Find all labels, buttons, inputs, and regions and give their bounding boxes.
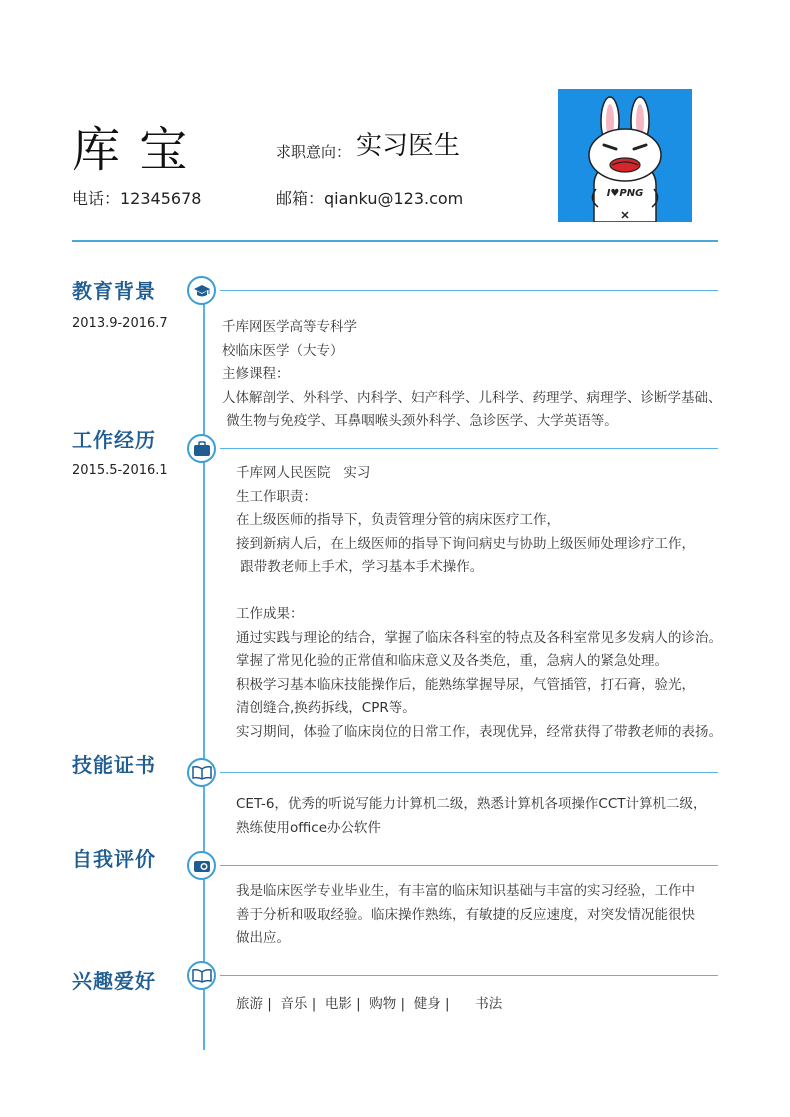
work-line: 实习期间，体验了临床岗位的日常工作，表现优异，经常获得了带教老师的表扬。 — [236, 723, 722, 740]
email-text: 邮箱：qianku@123.com — [276, 189, 464, 208]
education-line: 千库网医学高等专科学 — [222, 319, 357, 335]
self-details — [236, 880, 695, 951]
skills-details — [236, 793, 707, 840]
section-divider — [220, 772, 718, 773]
work-line: 清创缝合,换药拆线，CPR等。 — [236, 700, 416, 716]
work-line-blank — [236, 580, 722, 604]
section-divider — [220, 975, 718, 976]
education-line: 校临床医学（大专） — [222, 342, 344, 359]
section-title-self: 自我评价 — [72, 847, 156, 871]
rabbit-illustration — [558, 89, 692, 222]
shirt-logo-text: I♥PNG — [606, 188, 644, 199]
work-line: 积极学习基本临床技能操作后，能熟练掌握导尿，气管插管，打石膏，验光， — [236, 676, 695, 693]
section-title-hobbies: 兴趣爱好 — [72, 969, 156, 993]
candidate-name: 库 宝 — [72, 122, 190, 178]
skills-line: CET-6，优秀的听说写能力计算机二级，熟悉计算机各项操作CCT计算机二级， — [236, 796, 707, 812]
section-title-work: 工作经历 — [72, 428, 156, 452]
job-intent-value: 实习医生 — [356, 131, 461, 161]
work-details — [236, 462, 722, 744]
timeline-line — [203, 290, 205, 1050]
self-line: 善于分析和吸取经验。临床操作熟练，有敏捷的反应速度，对突发情况能很快 — [236, 906, 695, 923]
work-line: 接到新病人后，在上级医师的指导下询问病史与协助上级医师处理诊疗工作， — [236, 535, 695, 552]
section-divider — [220, 865, 718, 866]
camera-icon — [187, 851, 216, 880]
book-icon — [187, 758, 216, 787]
self-line: 做出应。 — [236, 930, 290, 946]
section-divider — [220, 290, 718, 291]
section-title-education: 教育背景 — [72, 279, 156, 303]
phone-text: 电话：12345678 — [72, 189, 202, 208]
work-line: 工作成果： — [236, 606, 304, 622]
work-line: 生工作职责： — [236, 488, 317, 505]
section-title-skills: 技能证书 — [72, 753, 156, 777]
header-divider — [72, 240, 718, 242]
work-line: 千库网人民医院 实习 — [236, 465, 371, 481]
section-divider — [220, 448, 718, 449]
briefcase-icon — [187, 434, 216, 463]
hobbies-line: 旅游 | 音乐 | 电影 | 购物 | 健身 | 书法 — [236, 996, 503, 1012]
book-icon — [187, 961, 216, 990]
self-line: 我是临床医学专业毕业生，有丰富的临床知识基础与丰富的实习经验，工作中 — [236, 883, 695, 899]
graduation-cap-icon — [187, 276, 216, 305]
education-date: 2013.9-2016.7 — [72, 316, 168, 331]
hobbies-details — [236, 993, 502, 1017]
avatar-photo — [558, 89, 692, 222]
education-details — [222, 316, 722, 434]
work-line: 在上级医师的指导下，负责管理分管的病床医疗工作， — [236, 512, 560, 528]
job-intent-label: 求职意向： — [276, 143, 352, 161]
work-line: 通过实践与理论的结合，掌握了临床各科室的特点及各科室常见多发病人的诊治。 — [236, 629, 722, 646]
education-line: 主修课程： — [222, 366, 290, 382]
education-line: 人体解剖学、外科学、内科学、妇产科学、儿科学、药理学、病理学、诊断学基础、 — [222, 389, 722, 406]
work-date: 2015.5-2016.1 — [72, 463, 168, 478]
education-line: 微生物与免疫学、耳鼻咽喉头颈外科学、急诊医学、大学英语等。 — [222, 413, 618, 429]
work-line: 跟带教老师上手术，学习基本手术操作。 — [236, 559, 484, 575]
skills-line: 熟练使用office办公软件 — [236, 819, 382, 836]
work-line: 掌握了常见化验的正常值和临床意义及各类危，重，急病人的紧急处理。 — [236, 653, 668, 669]
